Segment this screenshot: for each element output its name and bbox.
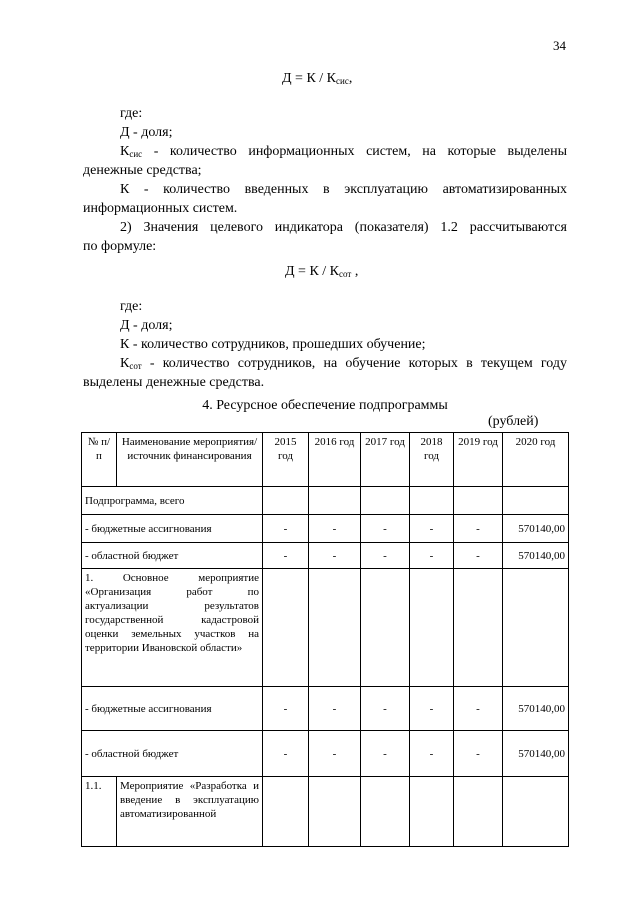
k-definition-2: К - количество сотрудников, прошедших обучение;	[120, 337, 426, 352]
table-row	[82, 731, 569, 777]
table-cell: 570140,00	[503, 515, 569, 543]
formula-tail: ,	[351, 264, 359, 279]
table-row	[82, 687, 569, 731]
ksis-symbol: К	[120, 144, 130, 159]
table-cell	[410, 777, 454, 847]
table-cell	[309, 487, 361, 515]
table-cell: -	[410, 515, 454, 543]
header-year: 2015 год	[263, 433, 309, 487]
formula-lhs: Д = К / К	[282, 71, 337, 86]
table-cell	[503, 777, 569, 847]
formula-tail: ,	[348, 71, 353, 86]
table-cell: 570140,00	[503, 731, 569, 777]
row-label: - областной бюджет	[82, 731, 263, 777]
d-definition-2: Д - доля;	[120, 318, 173, 333]
header-year: 2016 год	[309, 433, 361, 487]
d-definition-1: Д - доля;	[120, 125, 173, 140]
k-definition-1-cont: информационных систем.	[83, 201, 238, 216]
table-cell: -	[309, 687, 361, 731]
formula-lhs: Д = К / К	[285, 264, 340, 279]
page-number: 34	[553, 38, 566, 53]
table-cell: -	[454, 687, 503, 731]
table-cell: -	[309, 543, 361, 569]
table-cell: -	[454, 515, 503, 543]
table-cell: 570140,00	[503, 687, 569, 731]
section-title: 4. Ресурсное обеспечение подпрограммы	[202, 398, 448, 413]
table-cell	[454, 777, 503, 847]
formula-share-staff	[285, 264, 358, 280]
ksot-subscript: сот	[129, 361, 142, 371]
table-cell	[263, 777, 309, 847]
units-label: (рублей)	[488, 414, 539, 429]
table-cell: -	[410, 687, 454, 731]
table-cell: -	[263, 687, 309, 731]
row-label: Подпрограмма, всего	[82, 487, 263, 515]
table-cell: -	[309, 515, 361, 543]
row-label: - бюджетные ассигнования	[82, 515, 263, 543]
k-definition-1: К - количество введенных в эксплуатацию автоматизированных	[120, 182, 567, 197]
table-cell: -	[263, 731, 309, 777]
table-header-row	[82, 433, 569, 487]
item-2-text: 2) Значения целевого индикатора (показателя) 1.2 рассчитываются	[120, 220, 567, 235]
where-label-1: где:	[120, 106, 143, 121]
ksot-definition-cont: выделены денежные средства.	[83, 375, 265, 390]
table-cell	[503, 487, 569, 515]
ksis-text: - количество информационных систем, на которые выделены	[142, 144, 567, 159]
table-cell: 570140,00	[503, 543, 569, 569]
table-row	[82, 515, 569, 543]
row-label: - бюджетные ассигнования	[82, 687, 263, 731]
table-cell: -	[410, 731, 454, 777]
table-cell	[410, 569, 454, 687]
table-cell	[309, 777, 361, 847]
table-cell: -	[361, 687, 410, 731]
table-row	[82, 569, 569, 687]
table-cell: -	[361, 731, 410, 777]
header-name: Наименование мероприятия/источник финансирования	[117, 433, 263, 487]
table-cell: -	[263, 515, 309, 543]
item-2-text-cont: по формуле:	[83, 239, 157, 254]
header-num: № п/п	[82, 433, 117, 487]
main-event-label: 1. Основное мероприятие «Организация работ по актуализации результатов государственной кадастровой оценки земельных участков на территории Ивановской области»	[82, 569, 263, 687]
table-cell	[410, 487, 454, 515]
table-cell	[361, 777, 410, 847]
table-row	[82, 777, 569, 847]
table-cell: -	[410, 543, 454, 569]
table-cell	[361, 487, 410, 515]
formula-share-systems	[282, 71, 352, 87]
table-cell: -	[454, 543, 503, 569]
formula-subscript: сис	[336, 76, 349, 86]
header-year: 2017 год	[361, 433, 410, 487]
table-cell	[263, 487, 309, 515]
table-cell: -	[454, 731, 503, 777]
table-cell	[309, 569, 361, 687]
table-cell	[361, 569, 410, 687]
table-row	[82, 543, 569, 569]
formula-subscript: сот	[339, 269, 352, 279]
ksot-text: - количество сотрудников, на обучение которых в текущем году	[141, 356, 567, 371]
header-year: 2020 год	[503, 433, 569, 487]
where-label-2: где:	[120, 299, 143, 314]
ksis-subscript: сис	[129, 149, 143, 159]
event-label: Мероприятие «Разработка и введение в эксплуатацию автоматизированной	[117, 777, 263, 847]
table-cell: -	[361, 543, 410, 569]
table-cell	[454, 569, 503, 687]
table-cell: -	[361, 515, 410, 543]
header-year: 2019 год	[454, 433, 503, 487]
resource-table	[81, 432, 569, 847]
table-cell	[503, 569, 569, 687]
table-cell	[263, 569, 309, 687]
table-cell: -	[309, 731, 361, 777]
event-number: 1.1.	[82, 777, 117, 847]
ksot-symbol: К	[120, 356, 130, 371]
table-row	[82, 487, 569, 515]
ksis-definition-cont: денежные средства;	[83, 163, 202, 178]
table-cell	[454, 487, 503, 515]
table-cell: -	[263, 543, 309, 569]
row-label: - областной бюджет	[82, 543, 263, 569]
header-year: 2018 год	[410, 433, 454, 487]
